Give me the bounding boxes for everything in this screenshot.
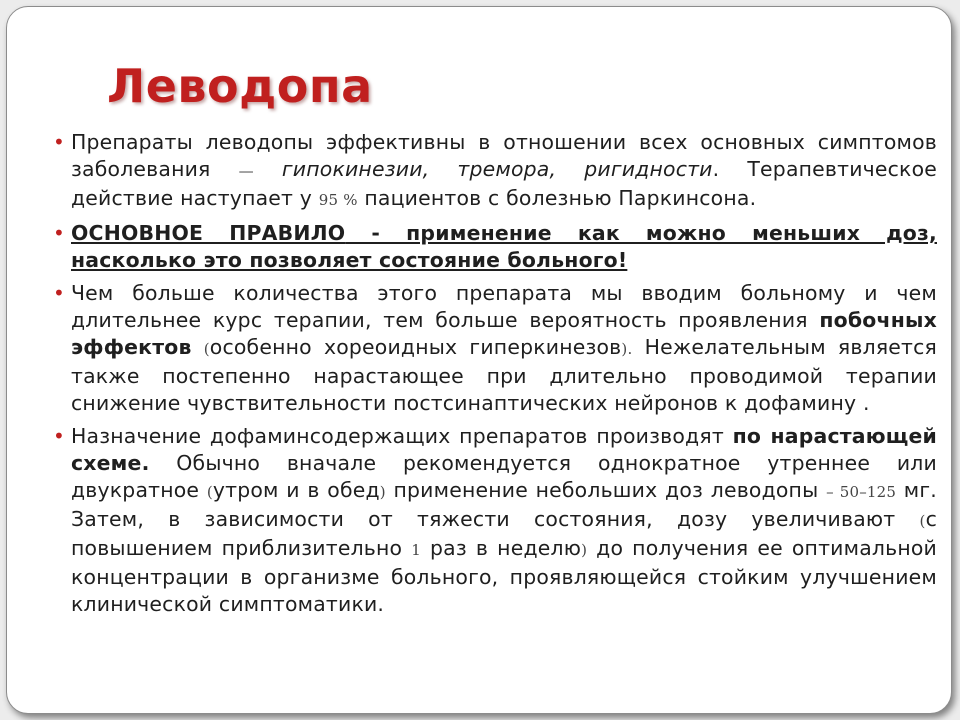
paren-close: ) xyxy=(581,541,588,559)
dose-range: – 50–125 xyxy=(826,483,897,501)
dash: — xyxy=(238,162,254,180)
scheme-bold: по нарастающей схеме. xyxy=(71,424,937,475)
bullet-list xyxy=(51,129,937,624)
frequency-number: 1 xyxy=(411,541,421,559)
paren-open: ( xyxy=(919,512,926,530)
text-segment: Чем больше количества этого препарата мы вводим больному и чем длительнее курс терапии, тем больше вероятность проявления xyxy=(71,281,937,332)
paren-open: ( xyxy=(206,483,213,501)
slide-title: Леводопа xyxy=(107,59,373,113)
bullet-icon: • xyxy=(53,221,65,245)
text-segment: с повышением приблизительно xyxy=(71,507,937,560)
text-segment: пациентов с болезнью Паркинсона. xyxy=(357,186,757,210)
bullet-icon: • xyxy=(53,281,65,305)
paren-close: ). xyxy=(621,340,633,358)
text-segment: Назначение дофаминсодержащих препаратов производят xyxy=(71,424,733,448)
text-segment: Нежелательным является также постепенно нарастающее при длительно проводимой терапии снижение чувствительности постсинаптических нейронов к дофамину . xyxy=(71,335,938,415)
symptoms-italic: гипокинезии, тремора, ригидности xyxy=(281,157,713,181)
text-segment: раз в неделю xyxy=(421,536,582,560)
percent-value: 95 % xyxy=(318,191,358,209)
text-segment xyxy=(254,157,282,181)
bullet-item-dosing-scheme xyxy=(51,423,937,618)
main-rule-label: ОСНОВНОЕ ПРАВИЛО xyxy=(71,221,346,245)
slide xyxy=(6,6,952,714)
text-segment: применение небольших доз леводопы xyxy=(385,478,827,502)
text-segment: Обычно вначале рекомендуется однократное утреннее или двукратное xyxy=(71,451,937,502)
side-effects-bold: побочных эффектов xyxy=(71,308,937,359)
text-segment: утром и в обед xyxy=(212,478,380,502)
text-segment xyxy=(192,335,204,359)
paren-close: ) xyxy=(379,483,386,501)
bullet-icon: • xyxy=(53,424,65,448)
bullet-item-main-rule xyxy=(51,220,937,274)
text-segment: . Терапевтическое действие наступает у xyxy=(71,157,937,210)
bullet-icon: • xyxy=(53,130,65,154)
bullet-item-efficacy xyxy=(51,129,937,214)
text-segment: до получения ее оптимальной концентрации в организме больного, проявляющейся стойким улучшением клинической симптоматики. xyxy=(71,536,937,616)
bullet-item-side-effects xyxy=(51,280,937,417)
paren-open: ( xyxy=(203,340,210,358)
text-segment: Препараты леводопы эффективны в отношении всех основных симптомов заболевания xyxy=(71,130,937,181)
main-rule-text: - применение как можно меньших доз, насколько это позволяет состояние больного! xyxy=(71,221,937,272)
text-segment: мг. Затем, в зависимости от тяжести состояния, дозу увеличивают xyxy=(71,478,937,531)
text-segment: особенно хореоидных гиперкинезов xyxy=(209,335,622,359)
